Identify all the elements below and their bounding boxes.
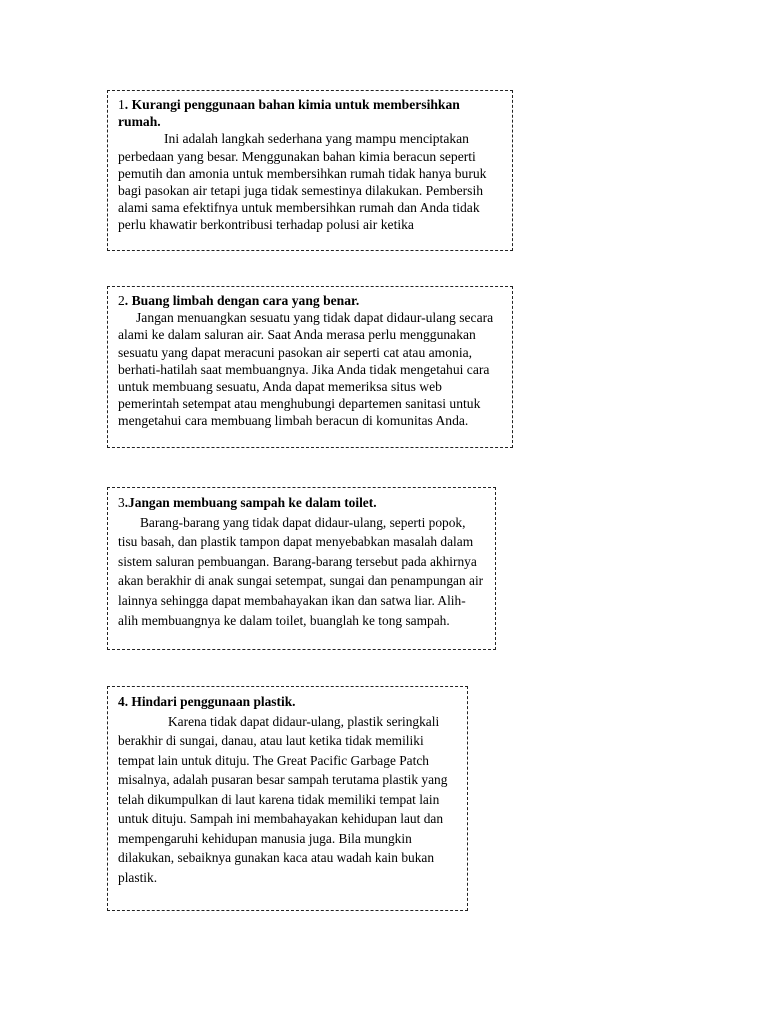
tip-card-2-title: [118, 292, 502, 309]
tip-card-3-heading: .Jangan membuang sampah ke dalam toilet.: [124, 495, 377, 510]
tip-card-2: [107, 286, 513, 448]
tip-card-4-title: [118, 692, 457, 712]
tip-card-2-heading: . Buang limbah dengan cara yang benar.: [124, 293, 360, 308]
tip-card-1: [107, 90, 513, 251]
tip-card-3-number: 3: [118, 495, 125, 510]
tip-card-1-number: 1: [118, 97, 125, 112]
tip-card-2-body: Jangan menuangkan sesuatu yang tidak dapat didaur-ulang secara alami ke dalam saluran air. Saat Anda merasa perlu menggunakan sesuatu yang dapat meracuni pasokan air seperti cat atau amonia, berhati-hatilah saat membuangnya. Jika Anda tidak mengetahui cara untuk membuang sesuatu, Anda dapat memeriksa situs web pemerintah setempat atau menghubungi departemen sanitasi untuk mengetahui cara membuang limbah beracun di komunitas Anda.: [118, 310, 494, 429]
tip-card-2-number: 2: [118, 293, 125, 308]
tip-card-3-body: Barang-barang yang tidak dapat didaur-ulang, seperti popok, tisu basah, dan plastik tampon dapat menyebabkan masalah dalam sistem saluran pembuangan. Barang-barang tersebut pada akhirnya akan berakhir di anak sungai setempat, sungai dan penampungan air lainnya sehingga dapat membahayakan ikan dan satwa liar. Alih-alih membuangnya ke dalam toilet, buanglah ke tong sampah.: [118, 514, 484, 628]
tip-card-3-title: [118, 493, 485, 513]
tip-card-1-heading: . Kurangi penggunaan bahan kimia untuk membersihkan rumah.: [118, 97, 460, 130]
tip-card-4-heading: . Hindari penggunaan plastik.: [124, 694, 296, 709]
tip-card-3: [107, 487, 496, 650]
tip-card-1-title: [118, 96, 502, 130]
tip-card-4: [107, 686, 468, 911]
tip-card-4-body: Karena tidak dapat didaur-ulang, plastik seringkali berakhir di sungai, danau, atau laut ketika tidak memiliki tempat lain untuk dituju. The Great Pacific Garbage Patch misalnya, adalah pusaran besar sampah terutama plastik yang telah dikumpulkan di laut karena tidak memiliki tempat lain untuk dituju. Sampah ini membahayakan kehidupan laut dan mempengaruhi kehidupan manusia juga. Bila mungkin dilakukan, sebaiknya gunakan kaca atau wadah kain bukan plastik.: [118, 713, 448, 885]
tip-card-1-body: Ini adalah langkah sederhana yang mampu menciptakan perbedaan yang besar. Menggunakan bahan kimia beracun seperti pemutih dan amonia untuk membersihkan rumah tidak hanya buruk bagi pasokan air tetapi juga tidak semestinya dilakukan. Pembersih alami sama efektifnya untuk membersihkan rumah dan Anda tidak perlu khawatir berkontribusi terhadap polusi air ketika: [118, 131, 487, 233]
tip-card-4-number: 4: [118, 694, 125, 709]
